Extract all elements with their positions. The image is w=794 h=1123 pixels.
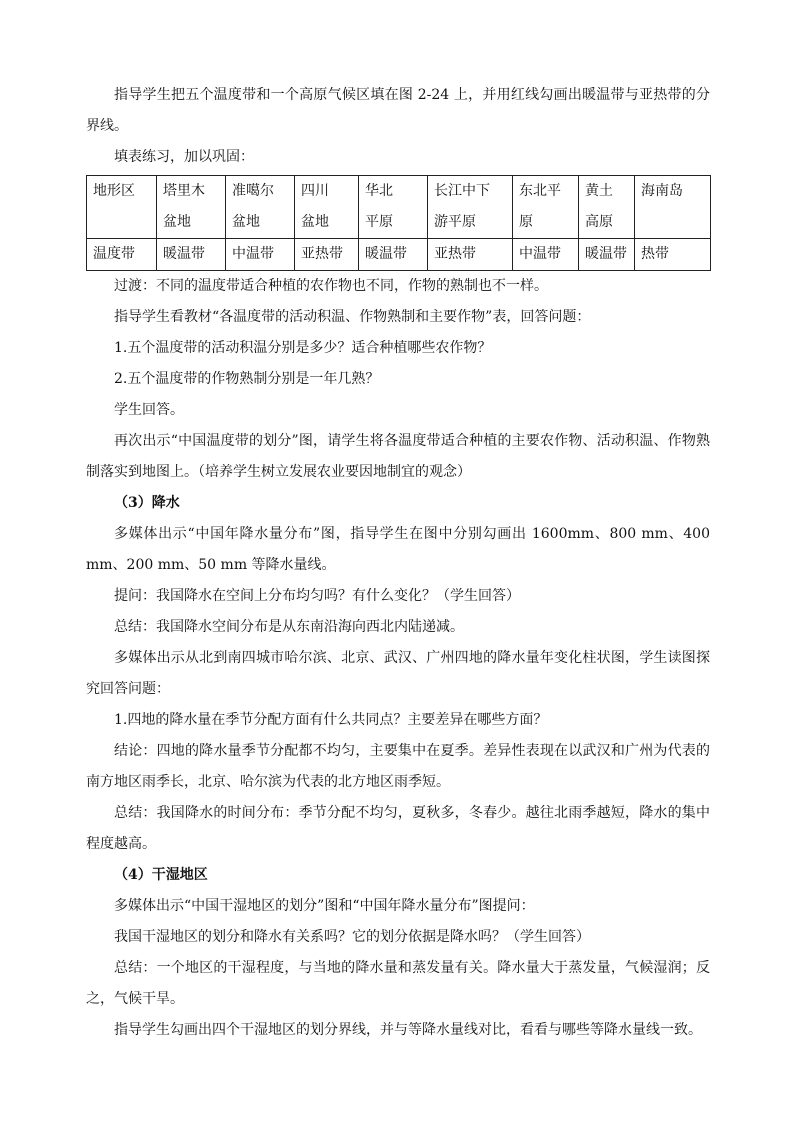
table-cell: 长江中下 游平原 (428, 176, 513, 239)
paragraph: 多媒体出示“中国年降水量分布”图，指导学生在图中分别勾画出 1600mm、800 mm、400 mm、200 mm、50 mm 等降水量线。 (86, 526, 710, 573)
table-cell: 暖温带 (359, 239, 428, 271)
document-page (86, 80, 710, 1046)
paragraph: 多媒体出示“中国干湿地区的划分”图和“中国年降水量分布”图提问： (114, 898, 535, 914)
paragraph: 结论：四地的降水量季节分配都不均匀，主要集中在夏季。差异性表现在以武汉和广州为代表的南方地区雨季长，北京、哈尔滨为代表的北方地区雨季短。 (86, 743, 710, 790)
table-cell: 温度带 (87, 239, 157, 271)
table-cell: 塔里木 盆地 (157, 176, 226, 239)
table-cell: 暖温带 (579, 239, 635, 271)
paragraph: 过渡：不同的温度带适合种植的农作物也不同，作物的熟制也不一样。 (114, 278, 548, 294)
paragraph: 总结：我国降水空间分布是从东南沿海向西北内陆递减。 (114, 619, 464, 635)
table-cell: 准噶尔 盆地 (226, 176, 295, 239)
section-heading: （4）干湿地区 (114, 867, 208, 883)
paragraph: 再次出示“中国温度带的划分”图，请学生将各温度带适合种植的主要农作物、活动积温、作物熟制落实到地图上。（培养学生树立发展农业要因地制宜的观念） (86, 433, 710, 480)
table-cell: 黄土 高原 (579, 176, 635, 239)
table-cell: 华北 平原 (359, 176, 428, 239)
paragraph: 总结：我国降水的时间分布：季节分配不均匀，夏秋多，冬春少。越往北雨季越短，降水的集中程度越高。 (86, 805, 710, 852)
paragraph: 多媒体出示从北到南四城市哈尔滨、北京、武汉、广州四地的降水量年变化柱状图，学生读图探究回答问题： (86, 650, 710, 697)
table-row (87, 176, 711, 239)
temperature-zone-table (86, 175, 711, 271)
table-cell: 东北平 原 (513, 176, 579, 239)
table-cell: 热带 (635, 239, 711, 271)
paragraph: 总结：一个地区的干湿程度，与当地的降水量和蒸发量有关。降水量大于蒸发量，气候湿润；反之，气候干旱。 (86, 960, 710, 1007)
table-row (87, 239, 711, 271)
paragraph: 1.五个温度带的活动积温分别是多少？适合种植哪些农作物？ (114, 340, 492, 356)
table-cell: 四川 盆地 (295, 176, 359, 239)
table-cell: 亚热带 (428, 239, 513, 271)
table-cell: 中温带 (226, 239, 295, 271)
paragraph: 指导学生把五个温度带和一个高原气候区填在图 2-24 上，并用红线勾画出暖温带与亚热带的分界线。 (86, 87, 710, 134)
section-heading: （3）降水 (114, 495, 180, 511)
paragraph: 填表练习，加以巩固： (114, 149, 254, 165)
table-cell: 暖温带 (157, 239, 226, 271)
paragraph: 我国干湿地区的划分和降水有关系吗？它的划分依据是降水吗？（学生回答） (114, 929, 590, 945)
paragraph: 提问：我国降水在空间上分布均匀吗？有什么变化？（学生回答） (114, 588, 520, 604)
table-cell: 亚热带 (295, 239, 359, 271)
paragraph: 学生回答。 (114, 402, 184, 418)
paragraph: 指导学生勾画出四个干湿地区的划分界线，并与等降水量线对比，看看与哪些等降水量线一致。 (114, 1022, 702, 1038)
table-cell: 地形区 (87, 176, 157, 239)
table-cell: 海南岛 (635, 176, 711, 239)
paragraph: 1.四地的降水量在季节分配方面有什么共同点？主要差异在哪些方面？ (114, 712, 548, 728)
paragraph: 指导学生看教材“各温度带的活动积温、作物熟制和主要作物”表，回答问题： (114, 309, 591, 325)
paragraph: 2.五个温度带的作物熟制分别是一年几熟？ (114, 371, 380, 387)
table-cell: 中温带 (513, 239, 579, 271)
